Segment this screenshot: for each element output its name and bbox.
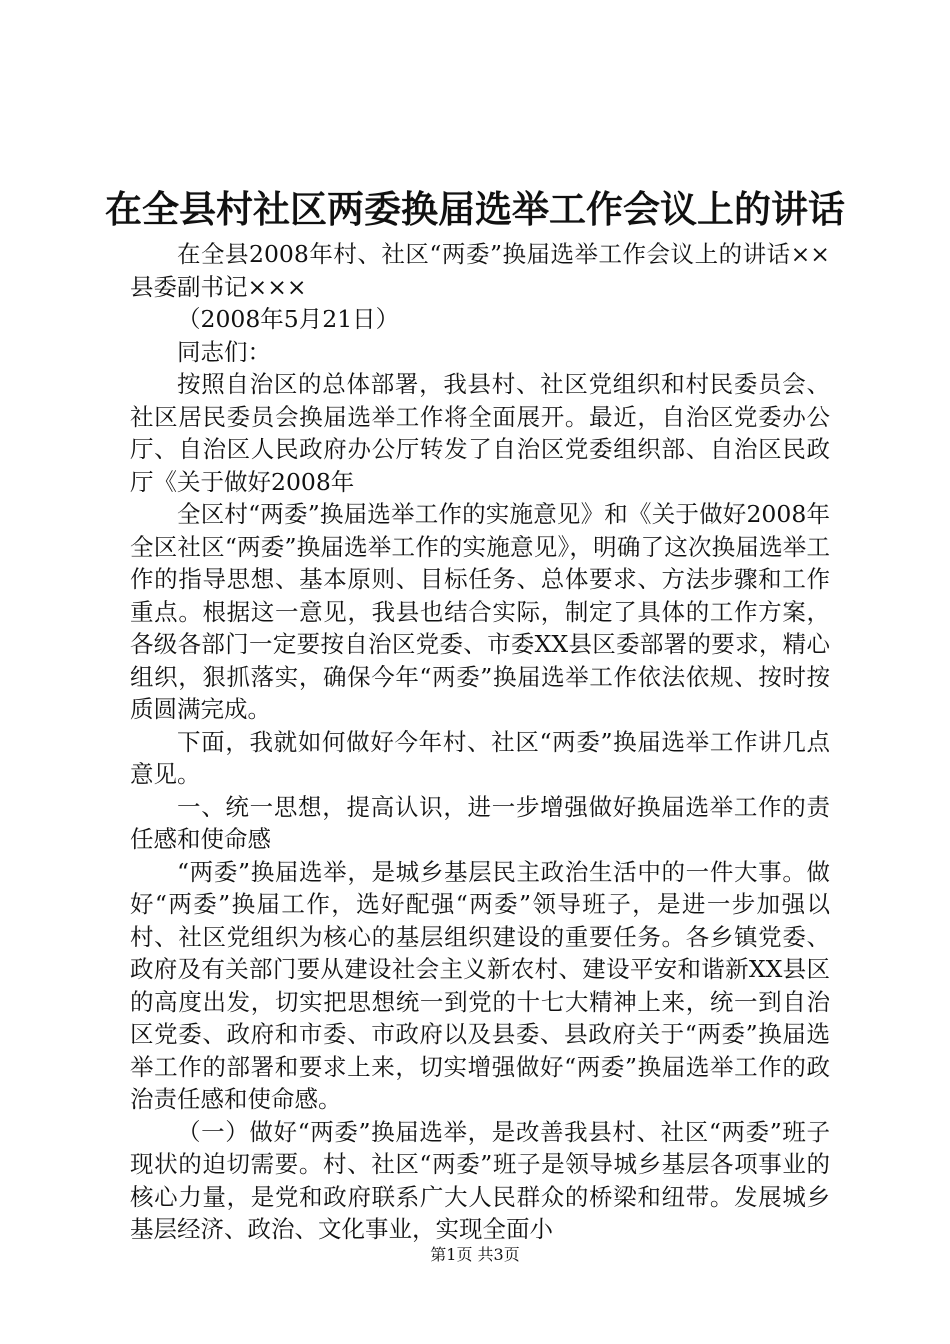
paragraph: （2008年5月21日） <box>177 305 400 333</box>
paragraph: 同志们： <box>177 337 271 366</box>
paragraph: “两委”换届选举，是城乡基层民主政治生活中的一件大事。做好“两委”换届工作，选好配强“两委”领导班子，是进一步加强以村、社区党组织为核心的基层组织建设的重要任务。各乡镇党委、政府及有关部门要从建设社会主义新农村、建设平安和谐新XX县区的高度出发，切实把思想统一到党的十七大精神上来，统一到自治区党委、政府和市委、市政府以及县委、县政府关于“两委”换届选举工作的部署和要求上来，切实增强做好“两委”换届选举工作的政治责任感和使命感。 <box>130 857 830 1113</box>
paragraph: 全区村“两委”换届选举工作的实施意见》和《关于做好2008年全区社区“两委”换届选举工作的实施意见》，明确了这次换届选举工作的指导思想、基本原则、目标任务、总体要求、方法步骤和工作重点。根据这一意见，我县也结合实际，制定了具体的工作方案，各级各部门一定要按自治区党委、市委XX县区委部署的要求，精心组织，狠抓落实，确保今年“两委”换届选举工作依法依规、按时按质圆满完成。 <box>130 500 830 723</box>
document-body <box>130 238 830 1246</box>
section-heading: 一、统一思想，提高认识，进一步增强做好换届选举工作的责任感和使命感 <box>130 792 830 853</box>
page-footer: 第1页 共3页 <box>430 1245 520 1264</box>
document-title: 在全县村社区两委换届选举工作会议上的讲话 <box>105 187 845 231</box>
paragraph: （一）做好“两委”换届选举，是改善我县村、社区“两委”班子现状的迫切需要。村、社区“两委”班子是领导城乡基层各项事业的核心力量，是党和政府联系广大人民群众的桥梁和纽带。发展城乡基层经济、政治、文化事业，实现全面小 <box>130 1117 830 1243</box>
paragraph: 下面，我就如何做好今年村、社区“两委”换届选举工作讲几点意见。 <box>130 727 830 788</box>
paragraph: 按照自治区的总体部署，我县村、社区党组织和村民委员会、社区居民委员会换届选举工作将全面展开。最近，自治区党委办公厅、自治区人民政府办公厅转发了自治区党委组织部、自治区民政厅《关于做好2008年 <box>130 370 830 496</box>
paragraph: 在全县2008年村、社区“两委”换届选举工作会议上的讲话××县委副书记××× <box>130 240 830 301</box>
